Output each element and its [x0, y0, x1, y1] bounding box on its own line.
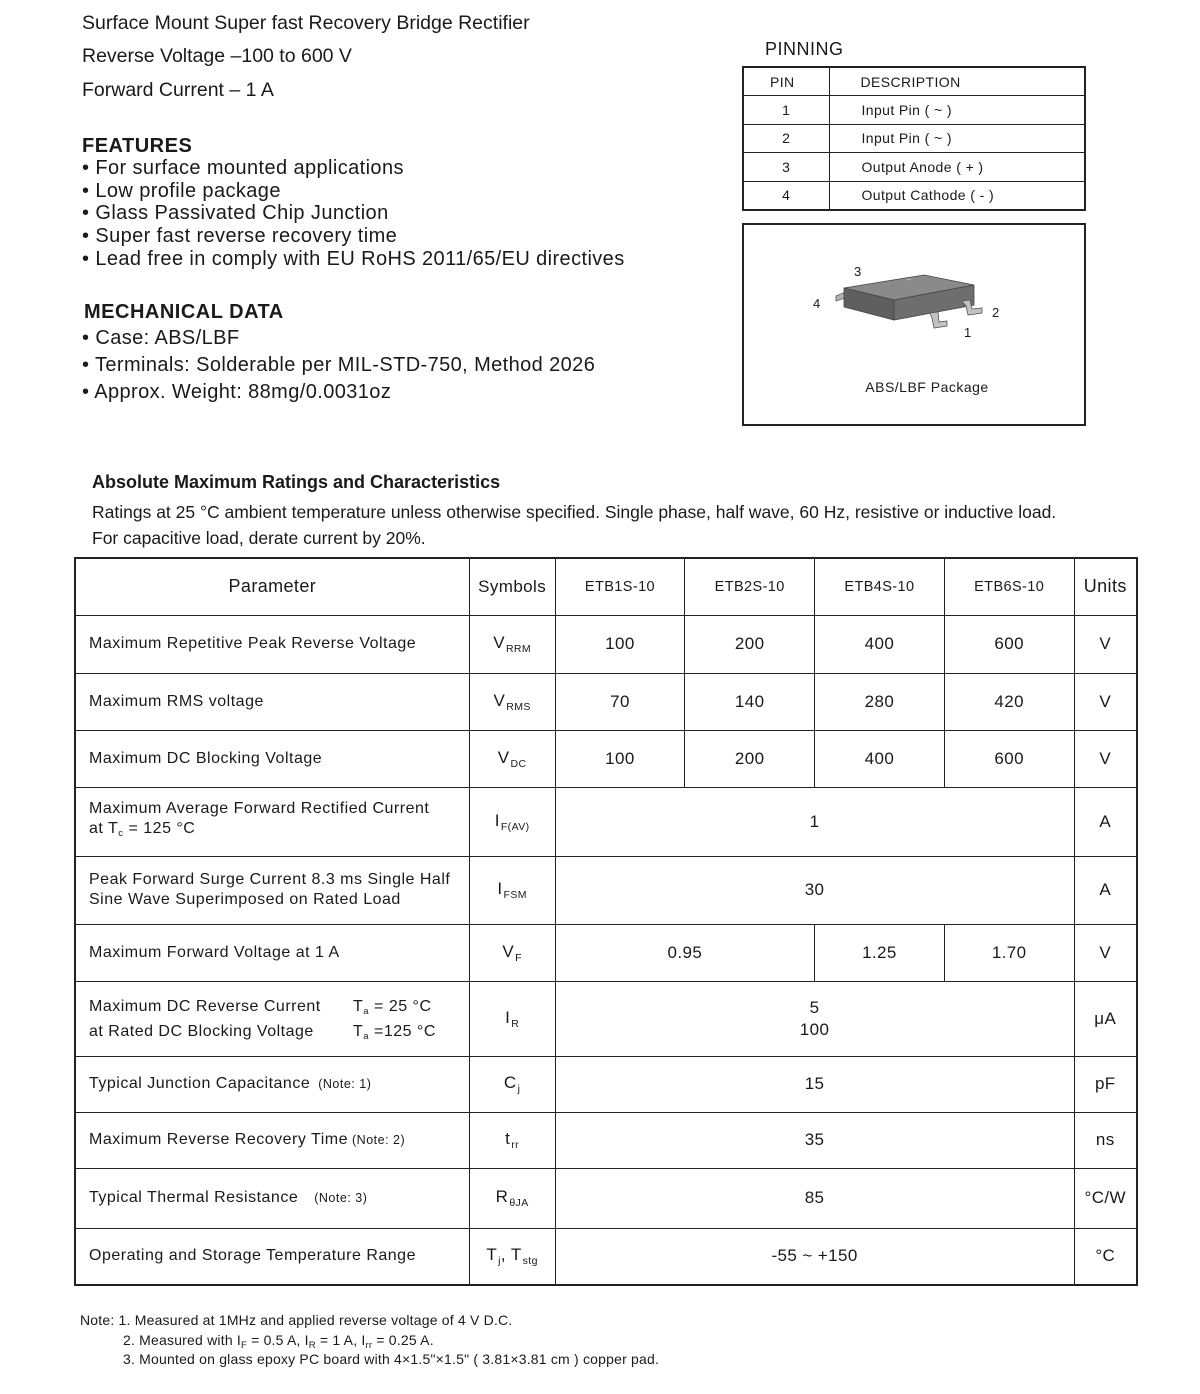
pin-number: 4 — [743, 181, 829, 210]
ratings-note-line: For capacitive load, derate current by 20%. — [92, 527, 426, 548]
symbol-subscript: FSM — [503, 889, 527, 901]
package-pin-label: 1 — [964, 325, 972, 340]
unit-cell: pF — [1074, 1056, 1137, 1112]
footnote-subscript: rr — [365, 1339, 373, 1351]
value-cell: 30 — [555, 856, 1074, 924]
symbol-cell — [469, 1168, 555, 1228]
features-list — [82, 157, 625, 270]
package-lead-icon — [930, 312, 947, 328]
parameter-cell: Maximum Repetitive Peak Reverse Voltage — [75, 615, 469, 673]
parameter-header: Parameter — [75, 558, 469, 615]
unit-cell: A — [1074, 856, 1137, 924]
footnote-text: 2. Measured with I — [123, 1331, 241, 1348]
feature-item: • Low profile package — [82, 179, 281, 202]
value-cell: 0.95 — [555, 924, 814, 981]
description-column-header: DESCRIPTION — [829, 67, 1085, 96]
unit-cell: V — [1074, 615, 1137, 673]
symbol-cell — [469, 730, 555, 787]
note-reference: (Note: 2) — [352, 1133, 406, 1147]
symbol-subscript: R — [511, 1017, 520, 1030]
table-row — [75, 1168, 1137, 1228]
note-reference: (Note: 1) — [318, 1077, 372, 1091]
value-cell: 400 — [815, 615, 945, 673]
table-row — [75, 1228, 1137, 1285]
pin-description: Input Pin ( ~ ) — [829, 96, 1085, 125]
symbol-main: t — [505, 1129, 511, 1148]
symbol-main: V — [502, 941, 515, 961]
footnote-subscript: R — [308, 1339, 316, 1351]
features-heading: FEATURES — [82, 135, 193, 157]
model-header: ETB6S-10 — [944, 558, 1074, 615]
symbol-cell — [469, 1112, 555, 1168]
pinning-table — [742, 66, 1086, 211]
value-cell: 70 — [555, 673, 685, 730]
symbol-subscript: RRM — [505, 643, 532, 655]
value-cell: 140 — [685, 673, 815, 730]
unit-cell: °C — [1074, 1228, 1137, 1285]
mechanical-item: • Case: ABS/LBF — [82, 327, 240, 349]
parameter-cell — [75, 1168, 469, 1228]
value-cell: -55 ~ +150 — [555, 1228, 1074, 1285]
feature-item: • For surface mounted applications — [82, 157, 404, 179]
value-cell: 280 — [815, 673, 945, 730]
unit-cell: V — [1074, 673, 1137, 730]
ratings-note — [92, 500, 1172, 551]
parameter-text: at T — [89, 820, 119, 837]
footnote-text: = 0.5 A, I — [247, 1331, 309, 1348]
pin-description: Input Pin ( ~ ) — [829, 124, 1085, 153]
pinning-row — [743, 153, 1085, 182]
parameter-subscript: c — [118, 828, 124, 839]
ratings-title: Absolute Maximum Ratings and Characteristics — [92, 472, 501, 492]
symbol-main: I — [494, 810, 500, 830]
symbol-cell — [469, 787, 555, 856]
pinning-row — [743, 124, 1085, 153]
parameter-cell: Maximum RMS voltage — [75, 673, 469, 730]
value-line: 5 — [809, 997, 820, 1017]
parameter-text: Typical Thermal Resistance — [89, 1189, 299, 1206]
table-row — [75, 615, 1137, 673]
symbol-cell — [469, 856, 555, 924]
symbol-subscript: j — [498, 1255, 501, 1268]
table-header-row — [75, 558, 1137, 615]
symbol-cell — [469, 1228, 555, 1285]
symbol-main: T — [486, 1245, 498, 1265]
pin-column-header: PIN — [743, 67, 829, 96]
value-cell: 1.25 — [815, 924, 945, 981]
parameter-cell: Maximum DC Blocking Voltage — [75, 730, 469, 787]
pinning-header-row — [743, 67, 1085, 96]
condition-value: =125 °C — [369, 1022, 436, 1040]
parameter-cell — [75, 856, 469, 924]
symbol-subscript: j — [517, 1083, 521, 1095]
condition-symbol: T — [353, 997, 364, 1015]
table-row — [75, 673, 1137, 730]
condition-symbol: T — [353, 1022, 364, 1040]
table-row — [75, 1112, 1137, 1168]
condition-subscript: a — [363, 1005, 370, 1017]
mechanical-heading: MECHANICAL DATA — [84, 301, 284, 323]
parameter-line — [89, 819, 469, 844]
parameter-cell — [75, 981, 469, 1056]
table-row — [75, 981, 1137, 1056]
parameter-cell: Maximum Forward Voltage at 1 A — [75, 924, 469, 981]
symbol-cell — [469, 924, 555, 981]
symbol-cell — [469, 615, 555, 673]
parameter-line — [89, 1019, 469, 1044]
package-pin-label: 2 — [992, 305, 1000, 320]
model-header: ETB2S-10 — [685, 558, 815, 615]
condition-text — [353, 1019, 436, 1049]
forward-current-spec: Forward Current – 1 A — [82, 79, 274, 101]
table-row — [75, 856, 1137, 924]
parameter-line — [89, 994, 469, 1019]
package-caption: ABS/LBF Package — [865, 379, 989, 395]
table-row — [75, 924, 1137, 981]
symbols-header: Symbols — [469, 558, 555, 615]
parameter-line: Sine Wave Superimposed on Rated Load — [89, 891, 401, 908]
symbol-subscript: θJA — [509, 1197, 529, 1209]
parameter-line: Peak Forward Surge Current 8.3 ms Single Half — [89, 871, 451, 888]
value-cell: 100 — [555, 615, 685, 673]
symbol-cell — [469, 673, 555, 730]
pin-description: Output Cathode ( - ) — [829, 181, 1085, 210]
parameter-text: Typical Junction Capacitance — [89, 1075, 311, 1092]
footnote-line — [80, 1331, 659, 1351]
parameter-text: = 125 °C — [123, 820, 196, 837]
mechanical-item: • Terminals: Solderable per MIL-STD-750, Method 2026 — [82, 354, 596, 376]
symbol-cell — [469, 981, 555, 1056]
model-header: ETB1S-10 — [555, 558, 685, 615]
symbol-cell — [469, 1056, 555, 1112]
unit-cell: A — [1074, 787, 1137, 856]
unit-cell: °C/W — [1074, 1168, 1137, 1228]
ratings-table — [74, 557, 1138, 1286]
unit-cell: μA — [1074, 981, 1137, 1056]
parameter-text: Maximum Reverse Recovery Time — [89, 1131, 348, 1148]
footnotes — [80, 1311, 659, 1370]
pin-number: 2 — [743, 124, 829, 153]
mechanical-item: • Approx. Weight: 88mg/0.0031oz — [82, 381, 392, 403]
symbol-subscript: RMS — [506, 700, 531, 713]
product-title: Surface Mount Super fast Recovery Bridge Rectifier — [82, 12, 530, 34]
pin-number: 3 — [743, 153, 829, 182]
symbol-main: R — [495, 1187, 509, 1206]
model-header: ETB4S-10 — [815, 558, 945, 615]
value-cell: 420 — [944, 673, 1074, 730]
package-pin-label: 3 — [854, 264, 862, 279]
parameter-line: Maximum Average Forward Rectified Current — [89, 800, 430, 817]
symbol-main: V — [493, 690, 506, 710]
symbol-main: V — [497, 747, 510, 767]
footnote-text: = 1 A, I — [315, 1331, 366, 1348]
value-cell — [555, 981, 1074, 1056]
symbol-subscript: F(AV) — [500, 820, 530, 833]
footnote-line: 3. Mounted on glass epoxy PC board with 4×1.5"×1.5" ( 3.81×3.81 cm ) copper pad. — [123, 1351, 660, 1367]
table-row — [75, 730, 1137, 787]
package-drawing-box — [742, 223, 1086, 426]
units-header: Units — [1074, 558, 1137, 615]
value-cell: 1.70 — [944, 924, 1074, 981]
feature-item: • Glass Passivated Chip Junction — [82, 202, 389, 225]
value-cell: 1 — [555, 787, 1074, 856]
pin-number: 1 — [743, 96, 829, 125]
pin-description: Output Anode ( + ) — [829, 153, 1085, 182]
symbol-subscript: stg — [522, 1255, 538, 1268]
condition-subscript: a — [363, 1030, 370, 1042]
symbol-main: I — [505, 1007, 511, 1027]
package-pin-label: 4 — [813, 296, 821, 311]
feature-item: • Super fast reverse recovery time — [82, 225, 398, 248]
reverse-voltage-spec: Reverse Voltage –100 to 600 V — [82, 45, 352, 67]
footnote-subscript: F — [241, 1339, 248, 1351]
value-cell: 200 — [685, 730, 815, 787]
symbol-main: I — [497, 879, 503, 898]
symbol-main: C — [503, 1073, 517, 1092]
value-cell: 200 — [685, 615, 815, 673]
value-cell: 600 — [944, 730, 1074, 787]
ratings-note-line: Ratings at 25 °C ambient temperature unless otherwise specified. Single phase, half wave, 60 Hz, resistive or inductive load. — [92, 502, 1057, 522]
table-row — [75, 1056, 1137, 1112]
unit-cell: V — [1074, 924, 1137, 981]
pinning-row — [743, 181, 1085, 210]
value-cell: 85 — [555, 1168, 1074, 1228]
value-cell: 100 — [555, 730, 685, 787]
symbol-subscript: F — [515, 951, 522, 964]
symbol-subscript: rr — [511, 1139, 520, 1151]
table-row — [75, 787, 1137, 856]
feature-item: • Lead free in comply with EU RoHS 2011/65/EU directives — [82, 247, 625, 270]
parameter-cell: Operating and Storage Temperature Range — [75, 1228, 469, 1285]
parameter-cell — [75, 1112, 469, 1168]
unit-cell: V — [1074, 730, 1137, 787]
parameter-cell — [75, 787, 469, 856]
symbol-main: V — [493, 633, 505, 652]
condition-value: = 25 °C — [369, 997, 432, 1015]
footnote-text: = 0.25 A. — [372, 1331, 434, 1348]
symbol-subscript: DC — [510, 757, 527, 770]
parameter-cell — [75, 1056, 469, 1112]
unit-cell: ns — [1074, 1112, 1137, 1168]
value-cell: 600 — [944, 615, 1074, 673]
value-cell: 35 — [555, 1112, 1074, 1168]
parameter-text: Maximum DC Reverse Current — [89, 997, 321, 1015]
value-cell: 400 — [815, 730, 945, 787]
parameter-text: at Rated DC Blocking Voltage — [89, 1022, 314, 1040]
pinning-heading: PINNING — [765, 39, 844, 59]
mechanical-list — [82, 325, 595, 406]
pinning-row — [743, 96, 1085, 125]
footnote-line: Note: 1. Measured at 1MHz and applied reverse voltage of 4 V D.C. — [80, 1312, 513, 1328]
symbol-main: , T — [500, 1245, 522, 1265]
value-line: 100 — [799, 1019, 830, 1039]
note-reference: (Note: 3) — [314, 1191, 368, 1205]
value-cell: 15 — [555, 1056, 1074, 1112]
